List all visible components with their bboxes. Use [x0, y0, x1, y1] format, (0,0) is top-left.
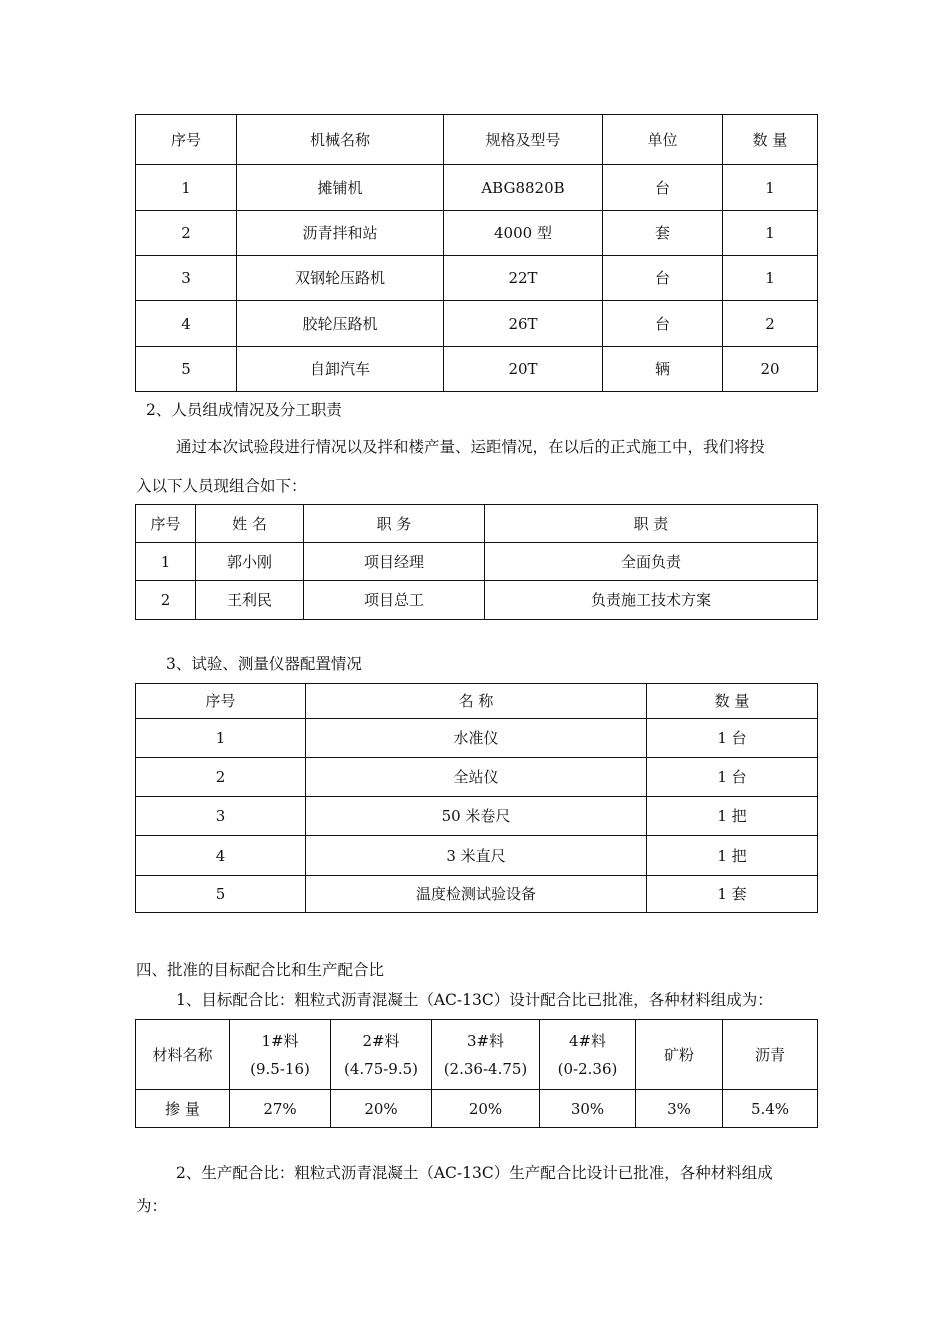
cell: 2	[136, 758, 306, 797]
instrument-table	[135, 683, 818, 913]
cell: 2	[136, 211, 237, 256]
cell: 5	[136, 347, 237, 392]
table-row	[136, 876, 818, 913]
section-heading-mix: 四、批准的目标配合比和生产配合比	[136, 961, 385, 979]
cell: 1	[723, 211, 818, 256]
cell: 负责施工技术方案	[485, 581, 818, 620]
cell: 26T	[444, 301, 603, 347]
cell: 温度检测试验设备	[306, 876, 647, 913]
table-row	[136, 797, 818, 836]
personnel-paragraph-line2: 入以下人员现组合如下：	[136, 477, 307, 495]
cell: 1 把	[647, 797, 818, 836]
cell: 22T	[444, 256, 603, 301]
cell: 双钢轮压路机	[237, 256, 444, 301]
cell: 2	[723, 301, 818, 347]
section-heading-personnel: 2、人员组成情况及分工职责	[146, 401, 342, 419]
cell: 台	[603, 301, 723, 347]
cell: 4	[136, 301, 237, 347]
cell: 20%	[432, 1090, 540, 1128]
cell: 1 套	[647, 876, 818, 913]
cell: 1 台	[647, 719, 818, 758]
cell: 胶轮压路机	[237, 301, 444, 347]
cell: 27%	[230, 1090, 331, 1128]
cell: 郭小刚	[196, 543, 304, 581]
cell: 3 米直尺	[306, 836, 647, 876]
header-cell: 序号	[136, 684, 306, 719]
cell: 全站仪	[306, 758, 647, 797]
cell: 台	[603, 165, 723, 211]
cell: 自卸汽车	[237, 347, 444, 392]
cell: 1	[136, 719, 306, 758]
table-row	[136, 758, 818, 797]
table-row	[136, 256, 818, 301]
header-cell: 职 务	[304, 505, 485, 543]
cell: 1 台	[647, 758, 818, 797]
cell: 20%	[331, 1090, 432, 1128]
cell: 沥青拌和站	[237, 211, 444, 256]
table-row	[136, 543, 818, 581]
header-cell: 序号	[136, 505, 196, 543]
material-name: 1#料	[261, 1031, 299, 1050]
table-row	[136, 1090, 818, 1128]
cell: 30%	[540, 1090, 636, 1128]
cell: 摊铺机	[237, 165, 444, 211]
cell: 全面负责	[485, 543, 818, 581]
machinery-table	[135, 114, 818, 392]
header-cell: 名 称	[306, 684, 647, 719]
material-4-header	[540, 1020, 636, 1090]
cell: 1	[723, 256, 818, 301]
header-cell: 序号	[136, 115, 237, 165]
material-range: (4.75-9.5)	[343, 1059, 419, 1078]
cell: 5.4%	[723, 1090, 818, 1128]
asphalt-header: 沥青	[723, 1020, 818, 1090]
table-row	[136, 301, 818, 347]
cell: 3%	[636, 1090, 723, 1128]
cell: 2	[136, 581, 196, 620]
cell: 20	[723, 347, 818, 392]
cell: 台	[603, 256, 723, 301]
table-row	[136, 347, 818, 392]
section-heading-instruments: 3、试验、测量仪器配置情况	[166, 655, 362, 673]
header-cell: 规格及型号	[444, 115, 603, 165]
header-cell: 单位	[603, 115, 723, 165]
cell: 5	[136, 876, 306, 913]
material-name: 2#料	[362, 1031, 400, 1050]
cell: ABG8820B	[444, 165, 603, 211]
target-mix-line: 1、目标配合比：粗粒式沥青混凝土（AC-13C）设计配合比已批准，各种材料组成为：	[176, 991, 773, 1009]
mineral-powder-header: 矿粉	[636, 1020, 723, 1090]
material-2-header	[331, 1020, 432, 1090]
header-cell: 机械名称	[237, 115, 444, 165]
cell: 项目经理	[304, 543, 485, 581]
table-row	[136, 165, 818, 211]
cell: 20T	[444, 347, 603, 392]
cell: 1	[136, 543, 196, 581]
production-mix-line2: 为：	[136, 1197, 168, 1215]
table-row	[136, 211, 818, 256]
cell: 1	[136, 165, 237, 211]
material-range: (9.5-16)	[250, 1059, 310, 1078]
header-cell: 数 量	[723, 115, 818, 165]
cell: 项目总工	[304, 581, 485, 620]
cell: 4	[136, 836, 306, 876]
table-row	[136, 719, 818, 758]
mix-table	[135, 1019, 818, 1128]
cell: 4000 型	[444, 211, 603, 256]
header-cell: 职 责	[485, 505, 818, 543]
cell: 3	[136, 797, 306, 836]
material-range: (0-2.36)	[557, 1059, 618, 1078]
material-name-header: 材料名称	[136, 1020, 230, 1090]
cell: 套	[603, 211, 723, 256]
cell: 1 把	[647, 836, 818, 876]
material-name: 3#料	[466, 1031, 505, 1050]
material-3-header	[432, 1020, 540, 1090]
personnel-paragraph-line1: 通过本次试验段进行情况以及拌和楼产量、运距情况，在以后的正式施工中，我们将投	[176, 438, 766, 456]
production-mix-line1: 2、生产配合比：粗粒式沥青混凝土（AC-13C）生产配合比设计已批准，各种材料组成	[176, 1164, 773, 1182]
material-name: 4#料	[568, 1031, 607, 1050]
table-row	[136, 836, 818, 876]
cell: 王利民	[196, 581, 304, 620]
dosage-label: 掺 量	[136, 1090, 230, 1128]
header-cell: 姓 名	[196, 505, 304, 543]
material-1-header	[230, 1020, 331, 1090]
cell: 1	[723, 165, 818, 211]
cell: 辆	[603, 347, 723, 392]
header-cell: 数 量	[647, 684, 818, 719]
table-row	[136, 581, 818, 620]
cell: 3	[136, 256, 237, 301]
personnel-table	[135, 504, 818, 620]
cell: 水准仪	[306, 719, 647, 758]
cell: 50 米卷尺	[306, 797, 647, 836]
material-range: (2.36-4.75)	[443, 1059, 528, 1078]
